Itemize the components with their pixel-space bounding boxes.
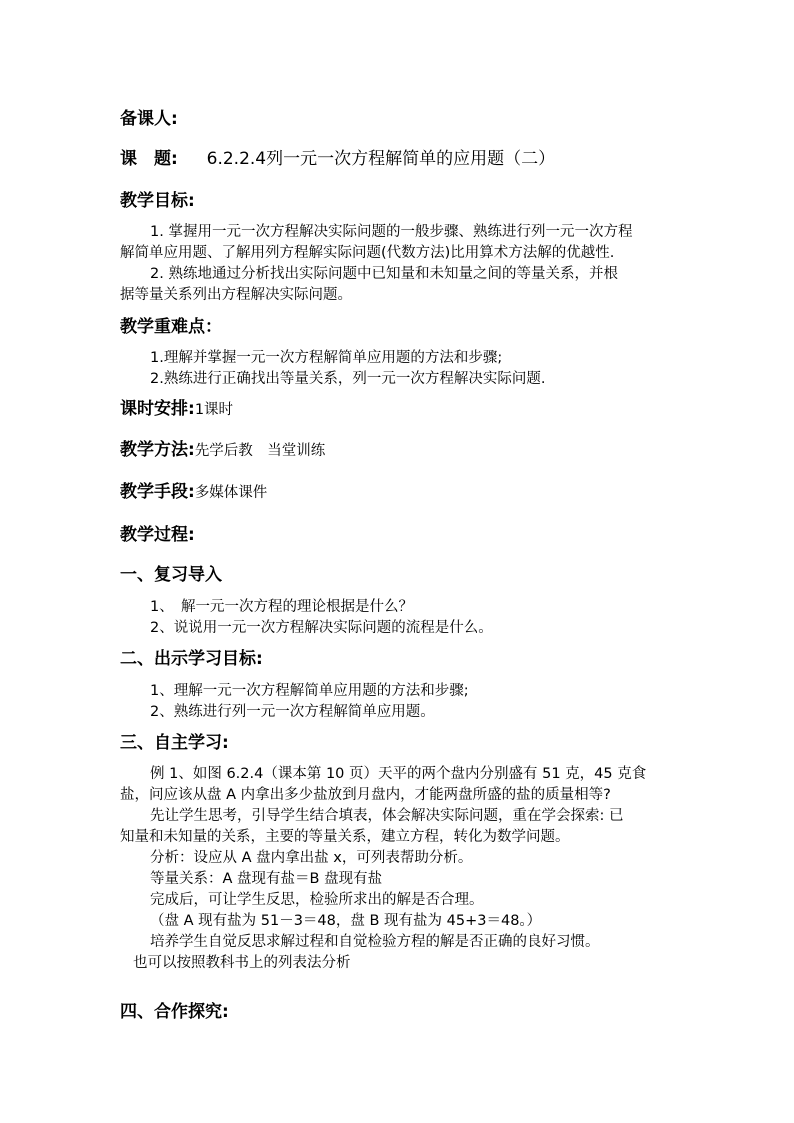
section1-line: 2、说说用一元一次方程解决实际问题的流程是什么。 [150, 620, 493, 636]
section1-heading: 一、复习导入 [120, 565, 222, 585]
method-line [120, 440, 325, 461]
objectives-line: 1. 掌握用一元一次方程解决实际问题的一般步骤、熟练进行列一元一次方程 [150, 224, 633, 240]
section3-line: 也可以按照教科书上的列表法分析 [133, 955, 351, 971]
section3-line: 培养学生自觉反思求解过程和自觉检验方程的解是否正确的良好习惯。 [150, 934, 600, 950]
schedule-label: 课时安排: [120, 399, 195, 419]
objectives-line: 解简单应用题、了解用列方程解实际问题(代数方法)比用算术方法解的优越性. [120, 245, 615, 261]
preparer-label: 备课人: [120, 109, 178, 129]
objectives-line: 据等量关系列出方程解决实际问题。 [120, 287, 352, 303]
section3-line: 先让学生思考，引导学生结合填表，体会解决实际问题，重在学会探索: 已 [150, 808, 624, 824]
section1-line: 1、 解一元一次方程的理论根据是什么？ [150, 599, 413, 615]
section3-line: （盘 A 现有盐为 51－3＝48，盘 B 现有盐为 45+3＝48。） [150, 913, 542, 929]
keypoints-line: 2.熟练进行正确找出等量关系，列一元一次方程解决实际问题. [150, 371, 546, 387]
schedule-line [120, 399, 233, 420]
method-label: 教学方法: [120, 440, 195, 460]
section3-line: 知量和未知量的关系，主要的等量关系，建立方程，转化为数学问题。 [120, 829, 570, 845]
section4-heading: 四、合作探究: [120, 1002, 229, 1022]
course-label: 课 题: [120, 149, 178, 169]
section3-heading: 三、自主学习: [120, 733, 229, 753]
means-label: 教学手段: [120, 482, 195, 502]
section2-heading: 二、出示学习目标: [120, 649, 263, 669]
means-line [120, 482, 267, 503]
keypoints-line: 1.理解并掌握一元一次方程解简单应用题的方法和步骤; [150, 350, 503, 366]
section3-line: 盐，问应该从盘 A 内拿出多少盐放到月盘内，才能两盘所盛的盐的质量相等? [120, 787, 611, 803]
section3-line: 例 1、如图 6.2.4（课本第 10 页）天平的两个盘内分别盛有 51 克，45 克食 [150, 766, 647, 782]
schedule-value: 1课时 [194, 402, 234, 418]
means-value: 多媒体课件 [194, 485, 268, 501]
section3-line: 完成后，可让学生反思，检验所求出的解是否合理。 [150, 892, 484, 908]
section3-line: 分析：设应从 A 盘内拿出盐 x，可列表帮助分析。 [150, 850, 473, 866]
section2-line: 1、理解一元一次方程解简单应用题的方法和步骤; [150, 683, 469, 699]
course-title-line [120, 148, 555, 170]
process-heading: 教学过程: [120, 525, 195, 545]
objectives-line: 2. 熟练地通过分析找出实际问题中已知量和未知量之间的等量关系，并根 [150, 266, 618, 282]
section2-line: 2、熟练进行列一元一次方程解简单应用题。 [150, 704, 435, 720]
keypoints-heading: 教学重难点： [120, 317, 222, 337]
section3-line: 等量关系：A 盘现有盐＝B 盘现有盐 [150, 871, 383, 887]
course-title: 6.2.2.4列一元一次方程解简单的应用题（二） [206, 149, 556, 169]
method-value: 先学后教 当堂训练 [194, 443, 326, 459]
objectives-heading: 教学目标: [120, 191, 195, 211]
